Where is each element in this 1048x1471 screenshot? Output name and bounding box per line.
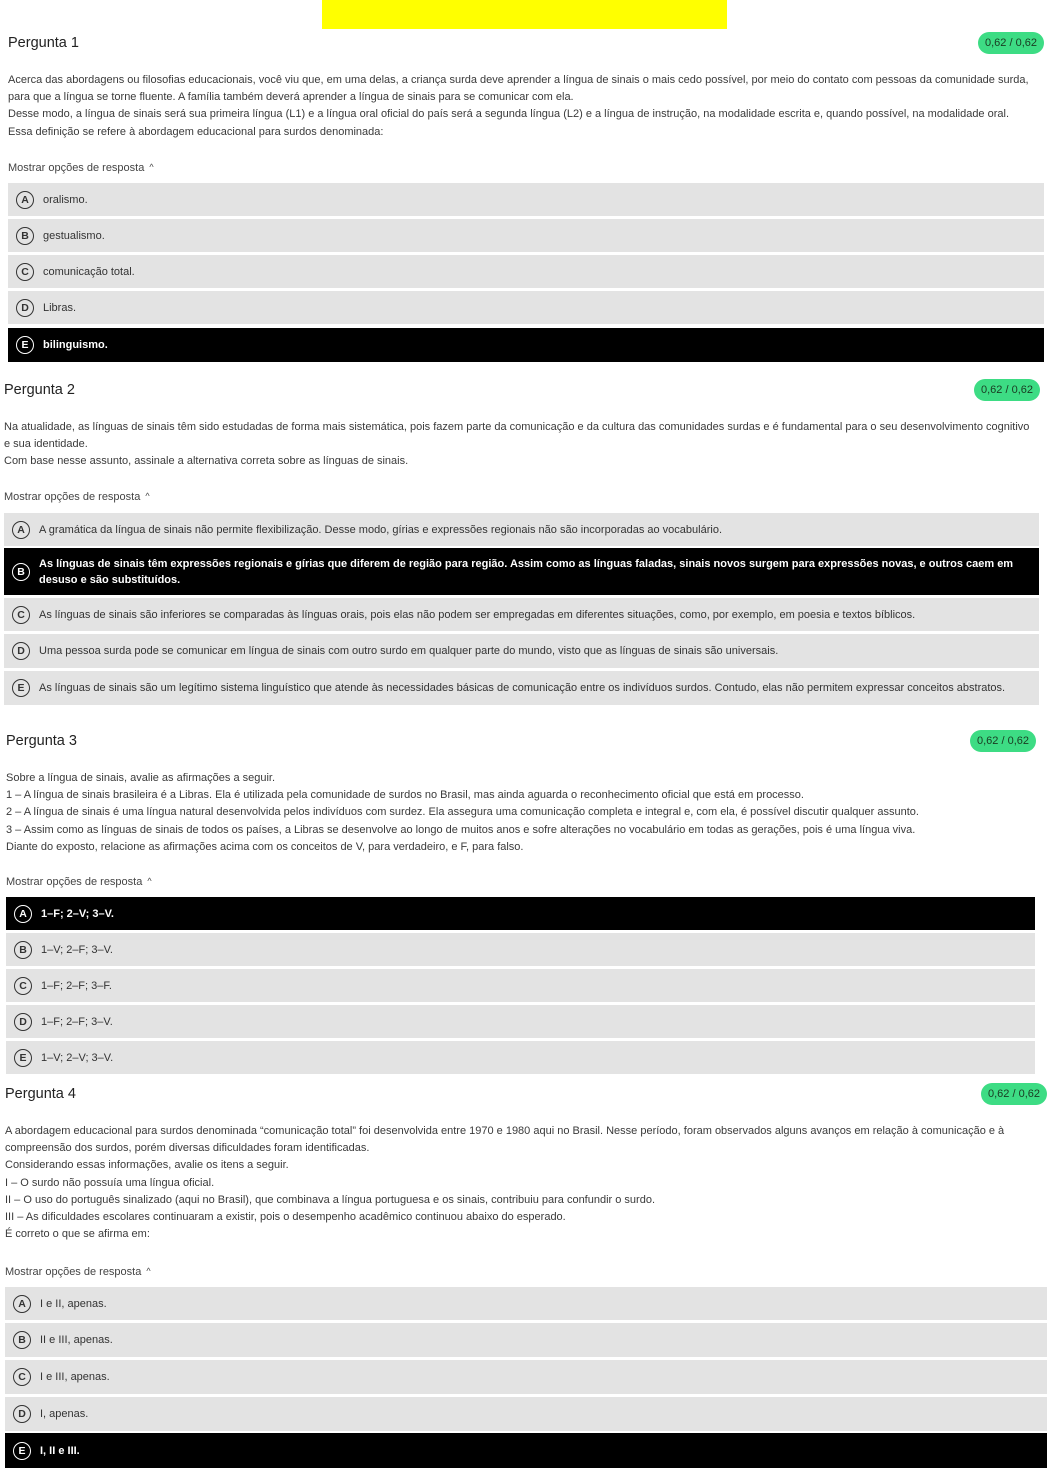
show-options-toggle[interactable]: Mostrar opções de resposta ^ <box>8 162 154 174</box>
question-text: A abordagem educacional para surdos denominada “comunicação total” foi desenvolvida entre 1970 e 1980 aqui no Brasil. Nesse período, foram observados alguns avanços em relação à comunicação e à compreensão dos surdos, porém diversas dificuldades foram identificadas. Considerando essas informações, avalie os itens a seguir. I – O surdo não possuía uma língua oficial. II – O uso do português sinalizado (aqui no Brasil), que combinava a língua portuguesa e os sinais, contribuiu para confundir o surdo. III – As dificuldades escolares continuaram a existir, pois o desempenho acadêmico continuou abaixo do esperado. É correto o que se afirma em: <box>5 1125 1005 1241</box>
option-letter-icon: C <box>14 977 32 995</box>
option-letter-icon: B <box>12 563 30 581</box>
show-options-toggle[interactable]: Mostrar opções de resposta ^ <box>4 491 150 503</box>
question-3 <box>6 728 1036 1076</box>
option-letter-icon: C <box>16 263 34 281</box>
answer-option-a[interactable]: A I e II, apenas. <box>5 1287 1047 1320</box>
option-letter-icon: D <box>16 299 34 317</box>
answer-option-a[interactable]: A 1–F; 2–V; 3–V. <box>6 897 1035 930</box>
option-letter-icon: C <box>12 606 30 624</box>
answer-option-e[interactable]: E As línguas de sinais são um legítimo sistema linguístico que atende às necessidades básicas de comunicação entre os indivíduos surdos. Contudo, elas não permitem expressar conceitos abstratos. <box>4 671 1039 705</box>
score-badge: 0,62 / 0,62 <box>981 1083 1047 1105</box>
question-text: Sobre a língua de sinais, avalie as afirmações a seguir. 1 – A língua de sinais brasileira é a Libras. Ela é utilizada pela comunidade de surdos no Brasil, mas ainda aguarda o reconhecimento oficial que está em processo. 2 – A língua de sinais é uma língua natural desenvolvida pelos indivíduos com surdez. Ela assegura uma comunicação completa e integral e, com ela, é possível discutir qualquer assunto. 3 – Assim como as línguas de sinais de todos os países, a Libras se desenvolve ao longo de muitos anos e sofre alterações no vocabulário em todas as gerações, pois é uma língua viva. Diante do exposto, relacione as afirmações acima com os conceitos de V, para verdadeiro, e F, para falso. <box>6 772 919 853</box>
option-letter-icon: B <box>14 941 32 959</box>
answer-option-e[interactable]: E bilinguismo. <box>8 328 1044 362</box>
answer-option-e[interactable]: E I, II e III. <box>5 1433 1047 1468</box>
answer-option-d[interactable]: D Libras. <box>8 291 1044 324</box>
option-letter-icon: D <box>13 1405 31 1423</box>
answer-option-b[interactable]: B 1–V; 2–F; 3–V. <box>6 933 1035 966</box>
option-letter-icon: A <box>16 191 34 209</box>
question-4 <box>5 1081 1047 1469</box>
option-letter-icon: D <box>14 1013 32 1031</box>
option-letter-icon: A <box>12 521 30 539</box>
answer-option-a[interactable]: A oralismo. <box>8 183 1044 216</box>
chevron-up-icon: ^ <box>146 1266 151 1276</box>
chevron-up-icon: ^ <box>145 491 150 501</box>
answer-option-c[interactable]: C I e III, apenas. <box>5 1360 1047 1394</box>
answer-option-d[interactable]: D I, apenas. <box>5 1397 1047 1431</box>
question-title: Pergunta 2 <box>4 382 75 398</box>
show-options-toggle[interactable]: Mostrar opções de resposta ^ <box>5 1266 151 1278</box>
option-letter-icon: E <box>12 679 30 697</box>
chevron-up-icon: ^ <box>149 162 154 172</box>
chevron-up-icon: ^ <box>147 876 152 886</box>
answer-option-c[interactable]: C As línguas de sinais são inferiores se comparadas às línguas orais, pois elas não podem ser empregadas em diferentes situações, como, por exemplo, em poesia e textos bíblicos. <box>4 598 1039 631</box>
question-1 <box>8 30 1044 365</box>
answer-option-c[interactable]: C comunicação total. <box>8 255 1044 288</box>
question-text: Na atualidade, as línguas de sinais têm sido estudadas de forma mais sistemática, pois fazem parte da comunicação e da cultura das comunidades surdas e é fundamental para o seu desenvolvimento cognitivo e sua identidade. Com base nesse assunto, assinale a alternativa correta sobre as línguas de sinais. <box>4 421 1030 468</box>
question-title: Pergunta 3 <box>6 733 77 749</box>
question-title: Pergunta 1 <box>8 35 79 51</box>
question-2 <box>4 377 1040 707</box>
show-options-toggle[interactable]: Mostrar opções de resposta ^ <box>6 876 152 888</box>
answer-option-e[interactable]: E 1–V; 2–V; 3–V. <box>6 1041 1035 1074</box>
option-letter-icon: B <box>13 1331 31 1349</box>
score-badge: 0,62 / 0,62 <box>974 379 1040 401</box>
yellow-highlight-bar <box>322 0 727 29</box>
question-title: Pergunta 4 <box>5 1086 76 1102</box>
answer-option-d[interactable]: D 1–F; 2–F; 3–V. <box>6 1005 1035 1038</box>
option-letter-icon: A <box>14 905 32 923</box>
option-letter-icon: E <box>14 1049 32 1067</box>
option-letter-icon: E <box>13 1442 31 1460</box>
answer-option-b[interactable]: B II e III, apenas. <box>5 1323 1047 1357</box>
answer-option-b[interactable]: B gestualismo. <box>8 219 1044 252</box>
option-letter-icon: C <box>13 1368 31 1386</box>
question-text: Acerca das abordagens ou filosofias educacionais, você viu que, em uma delas, a criança surda deve aprender a língua de sinais o mais cedo possível, por meio do contato com pessoas da comunidade surda, para que a língua se torne fluente. A família também deverá aprender a língua de sinais para se comunicar com ela. Desse modo, a língua de sinais será sua primeira língua (L1) e a língua oral oficial do país será a segunda língua (L2) e a língua de instrução, na modalidade escrita e, quando possível, na modalidade oral. Essa definição se refere à abordagem educacional para surdos denominada: <box>8 74 1029 138</box>
answer-option-c[interactable]: C 1–F; 2–F; 3–F. <box>6 969 1035 1002</box>
option-letter-icon: A <box>13 1295 31 1313</box>
score-badge: 0,62 / 0,62 <box>970 730 1036 752</box>
answer-option-d[interactable]: D Uma pessoa surda pode se comunicar em língua de sinais com outro surdo em qualquer parte do mundo, visto que as línguas de sinais são universais. <box>4 634 1039 668</box>
score-badge: 0,62 / 0,62 <box>978 32 1044 54</box>
option-letter-icon: E <box>16 336 34 354</box>
answer-option-b[interactable]: B As línguas de sinais têm expressões regionais e gírias que diferem de região para região. Assim como as línguas faladas, sinais novos surgem para expressões novas, e outros caem em desuso e são substituídos. <box>4 548 1039 595</box>
option-letter-icon: D <box>12 642 30 660</box>
answer-option-a[interactable]: A A gramática da língua de sinais não permite flexibilização. Desse modo, gírias e expressões regionais não são incorporadas ao vocabulário. <box>4 513 1039 546</box>
option-letter-icon: B <box>16 227 34 245</box>
